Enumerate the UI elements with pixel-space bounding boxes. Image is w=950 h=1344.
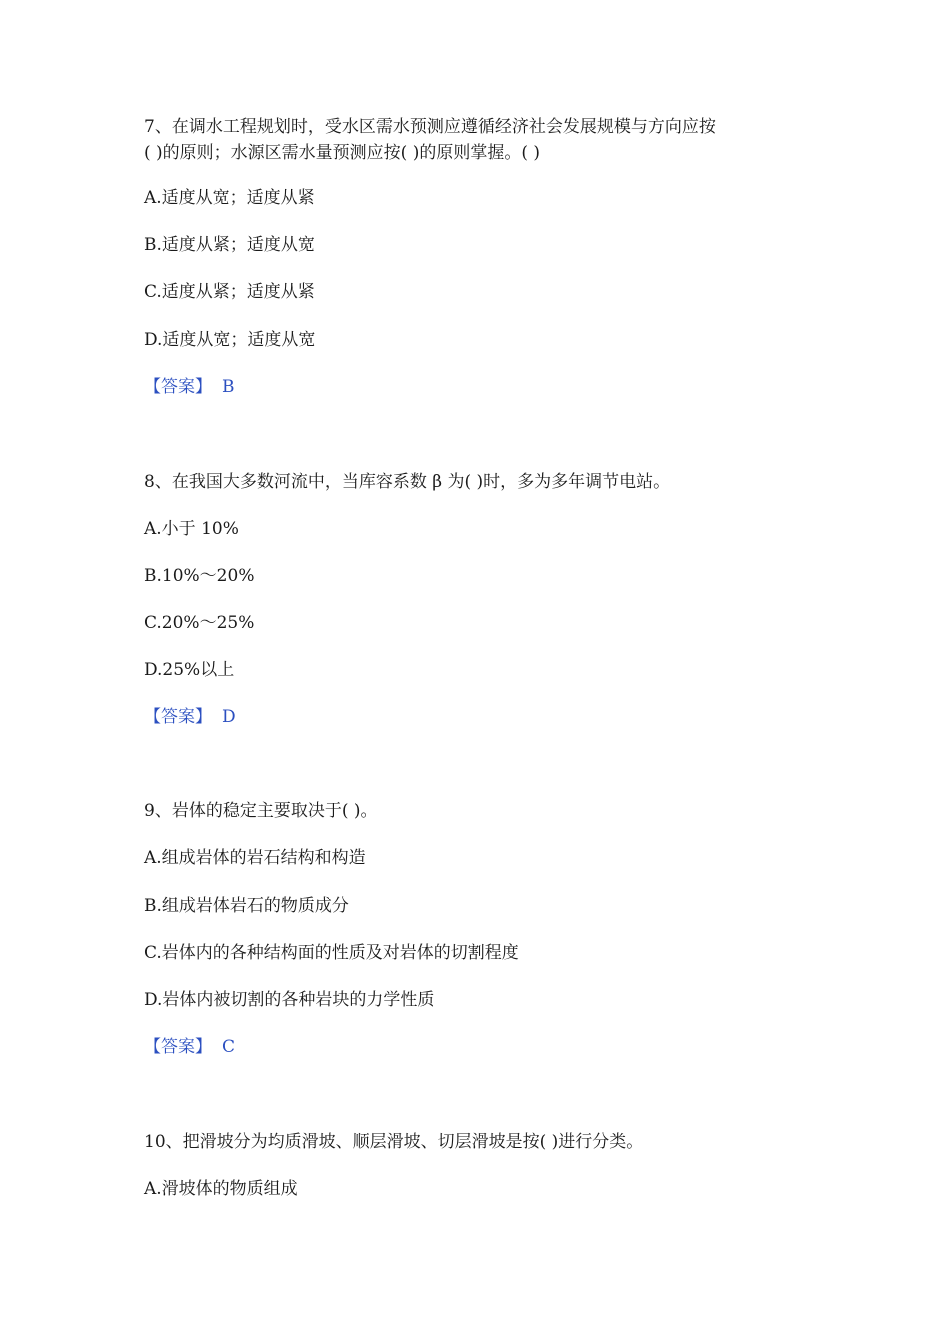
question-8-option-b: B.10%～20% <box>144 566 255 586</box>
question-9-stem-line-1: 9、岩体的稳定主要取决于( )。 <box>144 801 378 821</box>
question-7-option-a: A.适度从宽；适度从紧 <box>144 188 315 208</box>
question-10-stem-line-1: 10、把滑坡分为均质滑坡、顺层滑坡、切层滑坡是按( )进行分类。 <box>144 1132 644 1152</box>
question-7-stem-line-2: ( )的原则；水源区需水量预测应按( )的原则掌握。( ) <box>144 143 541 163</box>
answer-value: D <box>222 707 236 727</box>
question-8-stem-line-1: 8、在我国大多数河流中，当库容系数 β 为( )时，多为多年调节电站。 <box>144 472 671 492</box>
question-9-option-c: C.岩体内的各种结构面的性质及对岩体的切割程度 <box>144 943 519 963</box>
question-9-answer <box>144 1036 235 1058</box>
question-8-option-c: C.20%～25% <box>144 613 255 633</box>
question-8-option-d: D.25%以上 <box>144 660 235 680</box>
question-7-answer <box>144 376 235 398</box>
question-8-option-a: A.小于 10% <box>144 519 239 539</box>
answer-value: B <box>222 377 235 397</box>
answer-label: 【答案】 <box>144 377 212 397</box>
question-7-option-c: C.适度从紧；适度从紧 <box>144 282 315 302</box>
question-7-option-b: B.适度从紧；适度从宽 <box>144 235 315 255</box>
question-10-option-a: A.滑坡体的物质组成 <box>144 1179 298 1199</box>
answer-label: 【答案】 <box>144 1037 212 1057</box>
question-9-option-b: B.组成岩体岩石的物质成分 <box>144 896 349 916</box>
answer-label: 【答案】 <box>144 707 212 727</box>
answer-value: C <box>222 1037 236 1057</box>
question-9-option-d: D.岩体内被切割的各种岩块的力学性质 <box>144 990 435 1010</box>
question-7-option-d: D.适度从宽；适度从宽 <box>144 330 316 350</box>
question-9-option-a: A.组成岩体的岩石结构和构造 <box>144 848 366 868</box>
question-8-answer <box>144 706 236 728</box>
question-7-stem-line-1: 7、在调水工程规划时，受水区需水预测应遵循经济社会发展规模与方向应按 <box>144 117 716 137</box>
